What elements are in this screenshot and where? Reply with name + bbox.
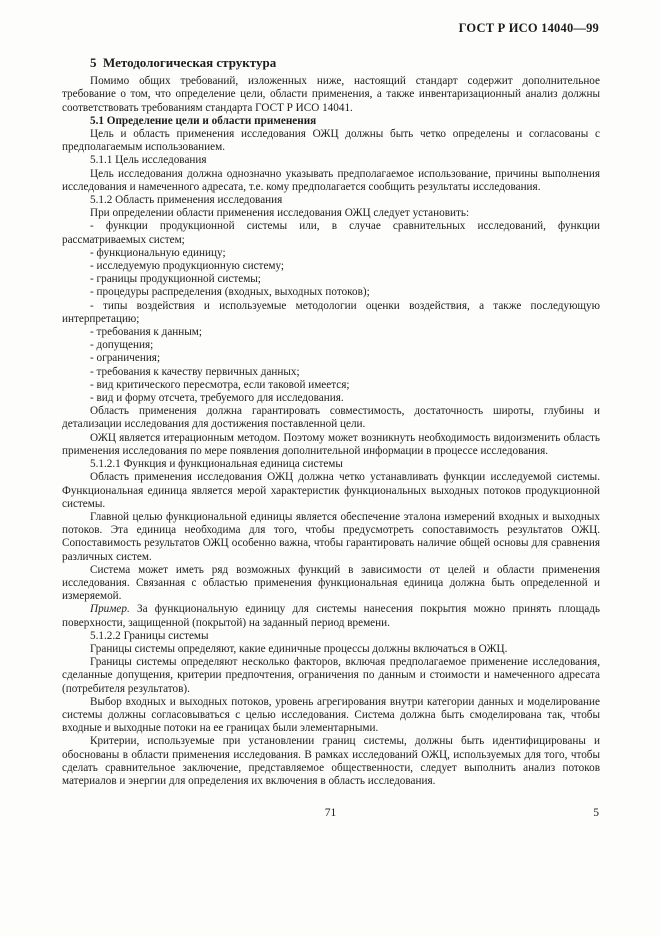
subsection-heading: 5.1.2.2 Границы системы [90, 629, 209, 642]
paragraph: Границы системы определяют, какие единичные процессы должны включаться в ОЖЦ. [90, 642, 508, 655]
subsection-heading: 5.1.1 Цель исследования [90, 154, 207, 167]
paragraph: Цель исследования должна однозначно указывать предполагаемое использование, причины выполнения исследования и намеченного адресата, т.е. кому предполагается сообщить результаты исследования. [62, 167, 600, 193]
list-item: - вид критического пересмотра, если таковой имеется; [90, 378, 350, 391]
subsection-heading: 5.1.2.1 Функция и функциональная единица системы [90, 458, 343, 471]
paragraph: Границы системы определяют несколько факторов, включая предполагаемое применение исследования, сделанные допущения, критерии предпочтения, ограничения по данным и стоимости и намеченного адресата (потребителя результатов). [62, 656, 600, 695]
list-item: - процедуры распределения (входных, выходных потоков); [90, 286, 370, 299]
paragraph: Система может иметь ряд возможных функций в зависимости от целей и области применения исследования. Связанная с областью применения функциональная единица должна быть определенной и измеряемой. [62, 563, 600, 603]
section-heading [90, 56, 600, 69]
sheet-number: 71 [324, 807, 337, 819]
example-label: Пример. [90, 603, 130, 616]
list-item: - ограничения; [90, 352, 161, 365]
list-item: - требования к данным; [90, 326, 202, 339]
subsection-heading: 5.1.2 Область применения исследования [90, 194, 283, 207]
subsection-heading: 5.1 Определение цели и области применения [90, 114, 317, 127]
page-content [62, 56, 600, 788]
section-title: Методологическая структура [103, 55, 277, 70]
example-text: За функциональную единицу для системы нанесения покрытия можно принять площадь поверхности, защищенной (покрытой) на заданный период времени. [62, 603, 600, 629]
standard-header: ГОСТ Р ИСО 14040—99 [458, 21, 599, 35]
list-item: - функциональную единицу; [90, 246, 226, 259]
list-item: - исследуемую продукционную систему; [90, 260, 285, 273]
list-item: - функции продукционной системы или, в случае сравнительных исследований, функции рассматриваемых систем; [62, 220, 600, 246]
section-number: 5 [90, 55, 97, 70]
paragraph: Критерии, используемые при установлении границ системы, должны быть идентифицированы и обоснованы в области применения исследования. В рамках исследований ОЖЦ, используемых для того, чтобы сделать сравнительное заключение, представляемое общественности, следует выполнить анализ потоков материалов и энергии для определения их включения в область исследования. [62, 735, 600, 787]
list-item: - типы воздействия и используемые методологии оценки воздействия, а также последующую интерпретацию; [62, 299, 600, 325]
paragraph: Область применения должна гарантировать совместимость, достаточность широты, глубины и детализации исследования для достижения поставленной цели. [62, 405, 600, 431]
page-number: 5 [593, 807, 599, 819]
paragraph: Цель и область применения исследования ОЖЦ должны быть четко определены и согласованы с предполагаемым использованием. [62, 128, 600, 154]
list-item: - границы продукционной системы; [90, 273, 261, 286]
paragraph: ОЖЦ является итерационным методом. Поэтому может возникнуть необходимость видоизменить область применения исследования по мере появления дополнительной информации в процессе исследования. [62, 431, 600, 457]
paragraph: При определении области применения исследования ОЖЦ следует установить: [90, 207, 470, 220]
paragraph: Главной целью функциональной единицы является обеспечение эталона измерений входных и выходных потоков. Эта единица необходима для того, чтобы предусмотреть сопоставимость результатов ОЖЦ. Сопоставимость результатов ОЖЦ особенно важна, чтобы гарантировать наличие общей основы для сравнения различных систем. [62, 510, 600, 563]
example-paragraph [62, 603, 600, 629]
list-item: - допущения; [90, 339, 154, 352]
paragraph: Помимо общих требований, изложенных ниже, настоящий стандарт содержит дополнительное требование о том, что определение цели, области применения, а также инвентаризационный анализ должны соответствовать требованиям стандарта ГОСТ Р ИСО 14041. [62, 75, 600, 114]
list-item: - вид и форму отсчета, требуемого для исследования. [90, 392, 344, 405]
list-item: - требования к качеству первичных данных; [90, 365, 300, 378]
paragraph: Выбор входных и выходных потоков, уровень агрегирования внутри категории данных и моделирование системы должны согласовываться с целью исследования. Система должна быть смоделирована так, чтобы входные и выходные потоки на ее границах были элементарными. [62, 695, 600, 735]
paragraph: Область применения исследования ОЖЦ должна четко устанавливать функции исследуемой системы. Функциональная единица является мерой характеристик функциональных выходных потоков продукционной системы. [62, 471, 600, 510]
